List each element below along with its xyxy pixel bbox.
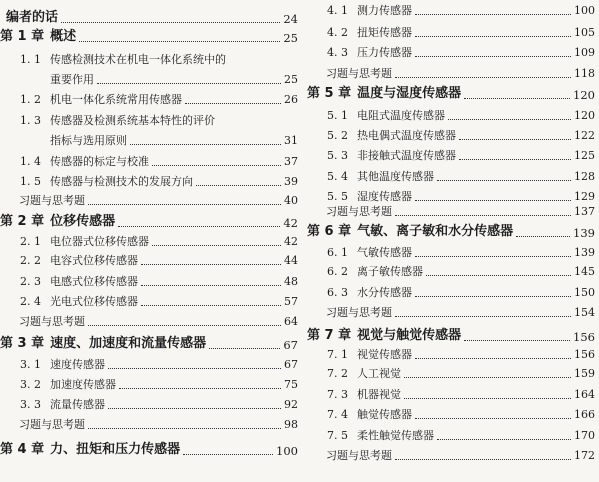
dot-leader: [415, 35, 571, 37]
toc-page-number: 128: [574, 170, 595, 183]
toc-entry-number: 5. 2: [327, 129, 348, 142]
toc-entry-number: 5. 4: [327, 170, 348, 183]
toc-page-number: 125: [574, 149, 595, 162]
dot-leader: [108, 367, 281, 369]
toc-page-number: 150: [574, 286, 595, 299]
toc-section-entry[interactable]: [0, 54, 298, 67]
dot-leader: [404, 397, 571, 399]
dot-leader: [459, 158, 571, 160]
dot-leader: [88, 324, 281, 326]
toc-entry-number: 6. 1: [327, 246, 348, 259]
toc-entry-number: 7. 2: [327, 367, 348, 380]
toc-entry-title: 传感器与检测技术的发展方向: [50, 175, 193, 188]
dot-leader: [196, 184, 281, 186]
dot-leader: [141, 263, 281, 265]
toc-section-entry[interactable]: [307, 47, 595, 60]
dot-leader: [448, 118, 571, 120]
dot-leader: [209, 347, 280, 349]
toc-entry-number: 2. 1: [20, 235, 41, 248]
dot-leader: [79, 40, 280, 42]
toc-entry-title: 传感检测技术在机电一体化系统中的: [50, 53, 226, 66]
toc-chapter-entry[interactable]: [0, 30, 298, 45]
toc-entry-number: 1. 2: [20, 93, 41, 106]
toc-section-entry[interactable]: [307, 27, 595, 40]
toc-page-number: 156: [573, 329, 595, 344]
dot-leader: [415, 255, 571, 257]
toc-entry-number: 第 4 章: [0, 442, 45, 457]
dot-leader: [130, 143, 281, 145]
toc-entry-number: 1. 4: [20, 155, 41, 168]
toc-page-number: 172: [574, 449, 595, 462]
toc-page-number: 48: [284, 275, 298, 288]
dot-leader: [141, 284, 281, 286]
toc-entry-number: 5. 1: [327, 109, 348, 122]
toc-entry-number: 7. 1: [327, 348, 348, 361]
toc-page-number: 67: [283, 337, 298, 352]
toc-section-entry[interactable]: [307, 368, 595, 381]
dot-leader: [415, 295, 571, 297]
dot-leader: [415, 199, 571, 201]
toc-entry-number: 第 7 章: [307, 328, 352, 343]
toc-entry-title: 习题与思考题: [19, 418, 85, 431]
toc-chapter-entry[interactable]: [307, 329, 595, 344]
toc-page-number: 159: [574, 367, 595, 380]
toc-chapter-entry[interactable]: [0, 337, 298, 352]
dot-leader: [141, 304, 281, 306]
toc-page-number: 122: [574, 129, 595, 142]
toc-entry-number: 第 1 章: [0, 29, 45, 44]
toc-entry-continuation: [50, 135, 298, 148]
toc-section-entry[interactable]: [307, 287, 595, 300]
toc-entry-title: 习题与思考题: [326, 306, 392, 319]
toc-page-number: 26: [284, 93, 298, 106]
toc-section-entry[interactable]: [0, 359, 298, 372]
toc-entry-title: 视觉传感器: [357, 348, 412, 361]
toc-entry-title: 习题与思考题: [326, 449, 392, 462]
toc-entry-title: 视觉与触觉传感器: [357, 328, 462, 343]
dot-leader: [459, 138, 571, 140]
toc-entry-title: 力、扭矩和压力传感器: [50, 442, 181, 457]
toc-section-entry[interactable]: [0, 255, 298, 268]
toc-entry-title: 习题与思考题: [19, 315, 85, 328]
toc-page-number: 57: [284, 295, 298, 308]
toc-page-number: 40: [284, 194, 298, 207]
toc-entry-title: 流量传感器: [50, 398, 105, 411]
toc-chapter-entry[interactable]: [0, 215, 298, 230]
dot-leader: [415, 417, 571, 419]
toc-section-entry[interactable]: [307, 5, 595, 18]
toc-entry-number: 2. 3: [20, 275, 41, 288]
toc-page-number: 120: [574, 109, 595, 122]
toc-entry-title: 机器视觉: [357, 388, 401, 401]
dot-leader: [464, 339, 570, 341]
toc-entry-title: 电感式位移传感器: [50, 275, 138, 288]
toc-entry-number: 第 6 章: [307, 224, 352, 239]
toc-entry-title: 速度、加速度和流量传感器: [50, 336, 207, 351]
toc-entry-title: 重要作用: [50, 73, 94, 86]
toc-section-entry[interactable]: [307, 110, 595, 123]
toc-section-entry[interactable]: [0, 296, 298, 309]
toc-entry-title: 其他温度传感器: [357, 170, 434, 183]
toc-entry-title: 温度与湿度传感器: [357, 86, 462, 101]
toc-page-number: 139: [573, 225, 595, 240]
toc-page-number: 120: [573, 87, 595, 102]
toc-page-number: 166: [574, 408, 595, 421]
toc-page-number: 100: [574, 4, 595, 17]
toc-exercise-entry[interactable]: [307, 68, 595, 81]
toc-section-entry[interactable]: [307, 130, 595, 143]
toc-section-entry[interactable]: [307, 150, 595, 163]
toc-entry-title: 概述: [50, 29, 77, 44]
toc-exercise-entry[interactable]: [307, 307, 595, 320]
toc-page-number: 31: [284, 134, 298, 147]
toc-page-number: 105: [574, 26, 595, 39]
toc-page-number: 118: [574, 67, 595, 80]
toc-page-number: 137: [574, 205, 595, 218]
toc-entry-number: 3. 3: [20, 398, 41, 411]
toc-entry-number: 1. 5: [20, 175, 41, 188]
toc-page-number: 145: [574, 265, 595, 278]
toc-entry-title: 气敏、离子敏和水分传感器: [357, 224, 514, 239]
toc-entry-title: 人工视觉: [357, 367, 401, 380]
dot-leader: [185, 102, 281, 104]
dot-leader: [97, 82, 281, 84]
toc-page-number: 100: [276, 443, 298, 458]
toc-section-entry[interactable]: [307, 389, 595, 402]
toc-entry-title: 压力传感器: [357, 46, 412, 59]
dot-leader: [395, 214, 571, 216]
dot-leader: [88, 203, 281, 205]
toc-page-number: 154: [574, 306, 595, 319]
toc-entry-title: 湿度传感器: [357, 190, 412, 203]
toc-entry-title: 测力传感器: [357, 4, 412, 17]
toc-page-number: 25: [283, 30, 298, 45]
dot-leader: [152, 164, 281, 166]
toc-entry-number: 第 2 章: [0, 214, 45, 229]
toc-page-number: 75: [284, 378, 298, 391]
toc-entry-number: 5. 5: [327, 190, 348, 203]
toc-entry-number: 7. 3: [327, 388, 348, 401]
toc-entry-title: 电阻式温度传感器: [357, 109, 445, 122]
dot-leader: [61, 21, 280, 23]
toc-entry-number: 6. 2: [327, 265, 348, 278]
toc-page-number: 39: [284, 175, 298, 188]
dot-leader: [183, 453, 273, 455]
toc-entry-title: 编者的话: [6, 10, 59, 25]
toc-section-entry[interactable]: [307, 247, 595, 260]
toc-chapter-entry[interactable]: [0, 11, 298, 26]
toc-section-entry[interactable]: [307, 171, 595, 184]
dot-leader: [118, 225, 280, 227]
dot-leader: [404, 376, 571, 378]
toc-entry-title: 习题与思考题: [326, 67, 392, 80]
toc-entry-title: 离子敏传感器: [357, 265, 423, 278]
toc-section-entry[interactable]: [0, 94, 298, 107]
toc-entry-title: 机电一体化系统常用传感器: [50, 93, 182, 106]
dot-leader: [152, 244, 281, 246]
toc-section-entry[interactable]: [0, 399, 298, 412]
toc-page-number: 25: [284, 73, 298, 86]
dot-leader: [415, 357, 571, 359]
dot-leader: [395, 76, 571, 78]
toc-page-number: 92: [284, 398, 298, 411]
dot-leader: [415, 55, 571, 57]
toc-page-number: 42: [284, 235, 298, 248]
toc-entry-number: 第 5 章: [307, 86, 352, 101]
toc-section-entry[interactable]: [307, 349, 595, 362]
toc-section-entry[interactable]: [0, 236, 298, 249]
toc-entry-number: 4. 2: [327, 26, 348, 39]
toc-entry-number: 2. 2: [20, 254, 41, 267]
toc-entry-title: 扭矩传感器: [357, 26, 412, 39]
toc-page-number: 129: [574, 190, 595, 203]
toc-page-number: 64: [284, 315, 298, 328]
toc-section-entry[interactable]: [0, 276, 298, 289]
toc-entry-title: 水分传感器: [357, 286, 412, 299]
toc-page-number: 44: [284, 254, 298, 267]
dot-leader: [119, 387, 281, 389]
toc-exercise-entry[interactable]: [307, 450, 595, 463]
toc-entry-title: 传感器及检测系统基本特性的评价: [50, 114, 215, 127]
dot-leader: [88, 427, 281, 429]
toc-page-number: 139: [574, 246, 595, 259]
toc-entry-title: 习题与思考题: [19, 194, 85, 207]
toc-page-number: 42: [283, 215, 298, 230]
toc-page-number: 164: [574, 388, 595, 401]
dot-leader: [464, 97, 570, 99]
toc-chapter-entry[interactable]: [307, 87, 595, 102]
toc-page-number: 98: [284, 418, 298, 431]
toc-chapter-entry[interactable]: [0, 443, 298, 458]
toc-entry-continuation: [50, 74, 298, 87]
toc-entry-number: 7. 4: [327, 408, 348, 421]
toc-entry-title: 加速度传感器: [50, 378, 116, 391]
toc-entry-title: 速度传感器: [50, 358, 105, 371]
toc-section-entry[interactable]: [0, 379, 298, 392]
toc-page-number: 156: [574, 348, 595, 361]
toc-exercise-entry[interactable]: [0, 419, 298, 432]
toc-entry-title: 习题与思考题: [326, 205, 392, 218]
toc-entry-title: 光电式位移传感器: [50, 295, 138, 308]
toc-page-number: 170: [574, 429, 595, 442]
toc-page-number: 24: [283, 11, 298, 26]
toc-entry-number: 7. 5: [327, 429, 348, 442]
toc-entry-title: 非接触式温度传感器: [357, 149, 456, 162]
dot-leader: [426, 274, 571, 276]
toc-entry-number: 3. 2: [20, 378, 41, 391]
toc-exercise-entry[interactable]: [0, 195, 298, 208]
toc-entry-title: 电位器式位移传感器: [50, 235, 149, 248]
dot-leader: [395, 315, 571, 317]
toc-page-number: 67: [284, 358, 298, 371]
toc-entry-title: 触觉传感器: [357, 408, 412, 421]
toc-section-entry[interactable]: [0, 156, 298, 169]
toc-entry-title: 指标与选用原则: [50, 134, 127, 147]
toc-entry-number: 1. 1: [20, 53, 41, 66]
toc-section-entry[interactable]: [307, 430, 595, 443]
toc-page-number: 37: [284, 155, 298, 168]
toc-section-entry[interactable]: [307, 266, 595, 279]
toc-section-entry[interactable]: [307, 409, 595, 422]
toc-entry-number: 4. 3: [327, 46, 348, 59]
dot-leader: [437, 179, 571, 181]
toc-entry-title: 气敏传感器: [357, 246, 412, 259]
toc-entry-number: 6. 3: [327, 286, 348, 299]
dot-leader: [415, 13, 571, 15]
toc-section-entry[interactable]: [0, 176, 298, 189]
toc-section-entry[interactable]: [0, 115, 298, 128]
toc-entry-number: 第 3 章: [0, 336, 45, 351]
toc-entry-number: 5. 3: [327, 149, 348, 162]
toc-exercise-entry[interactable]: [307, 206, 595, 219]
toc-entry-number: 2. 4: [20, 295, 41, 308]
dot-leader: [437, 438, 571, 440]
toc-entry-number: 1. 3: [20, 114, 41, 127]
toc-entry-title: 传感器的标定与校准: [50, 155, 149, 168]
toc-page-number: 109: [574, 46, 595, 59]
dot-leader: [108, 407, 281, 409]
toc-entry-title: 位移传感器: [50, 214, 116, 229]
dot-leader: [516, 235, 570, 237]
dot-leader: [395, 458, 571, 460]
toc-entry-number: 4. 1: [327, 4, 348, 17]
toc-chapter-entry[interactable]: [307, 225, 595, 240]
toc-entry-title: 柔性触觉传感器: [357, 429, 434, 442]
toc-entry-number: 3. 1: [20, 358, 41, 371]
toc-section-entry[interactable]: [307, 191, 595, 204]
toc-exercise-entry[interactable]: [0, 316, 298, 329]
toc-entry-title: 电容式位移传感器: [50, 254, 138, 267]
toc-entry-title: 热电偶式温度传感器: [357, 129, 456, 142]
